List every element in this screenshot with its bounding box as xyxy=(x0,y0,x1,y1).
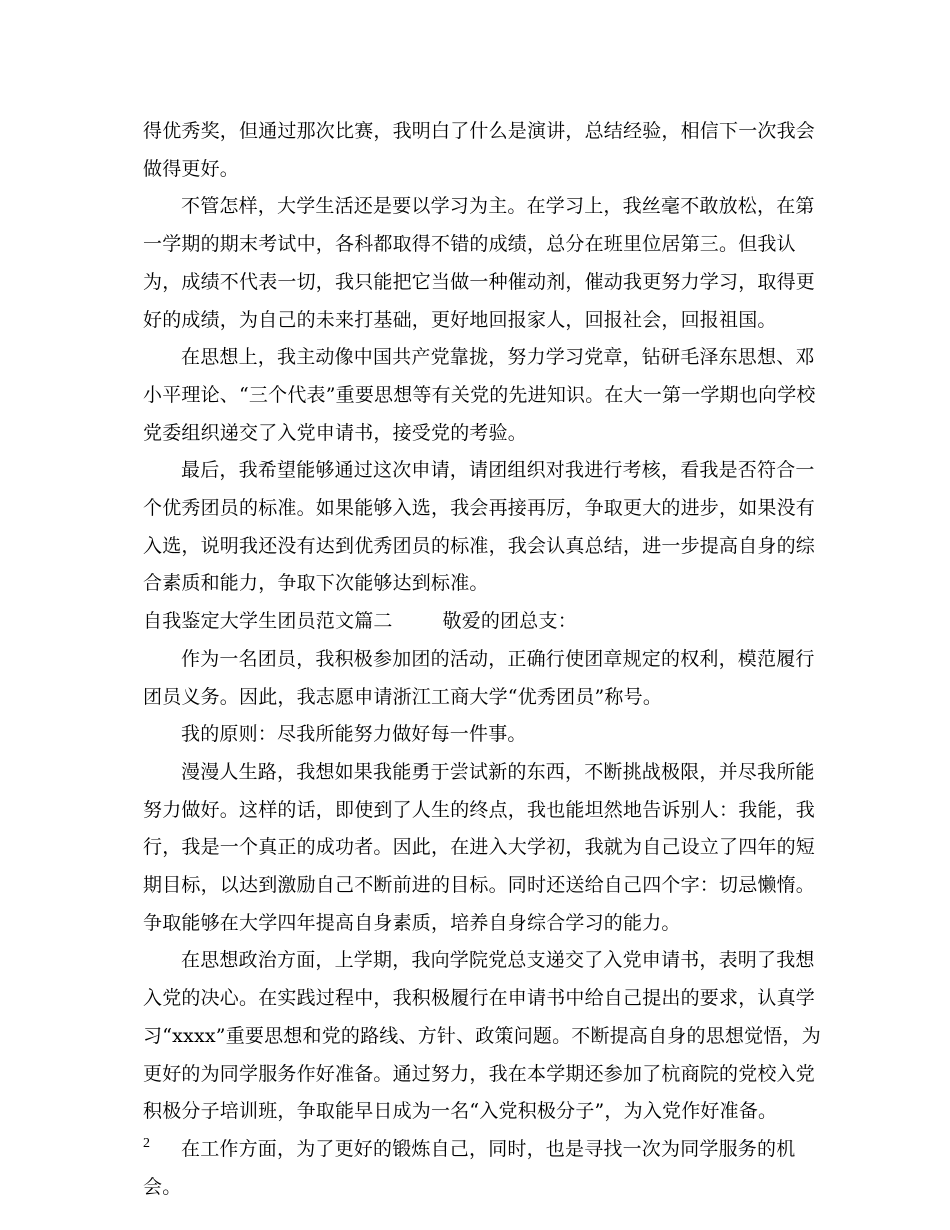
paragraph-life-goals: 漫漫人生路，我想如果我能勇于尝试新的东西，不断挑战极限，并尽我所能努力做好。这样的话，即使到了人生的终点，我也能坦然地告诉别人：我能，我行，我是一个真正的成功者。因此，在进入大学初，我就为自己设立了四年的短期目标，以达到激励自己不断前进的目标。同时还送给自己四个字：切忌懒惰。争取能够在大学四年提高自身素质，培养自身综合学习的能力。 xyxy=(143,760,816,934)
document-body xyxy=(143,113,833,1206)
paragraph-work: 在工作方面，为了更好的锻炼自己，同时，也是寻找一次为同学服务的机会。 xyxy=(143,1137,796,1198)
paragraph-conclusion: 最后，我希望能够通过这次申请，请团组织对我进行考核，看我是否符合一个优秀团员的标准。如果能够入选，我会再接再厉，争取更大的进步，如果没有入选，说明我还没有达到优秀团员的标准，我会认真总结，进一步提高自身的综合素质和能力，争取下次能够达到标准。 xyxy=(143,459,816,595)
section-heading-sample-two: 自我鉴定大学生团员范文篇二 敬爱的团总支： xyxy=(143,610,577,633)
paragraph-principle: 我的原则：尽我所能努力做好每一件事。 xyxy=(181,723,527,746)
page-number: 2 xyxy=(143,1136,150,1151)
paragraph-political: 在思想政治方面，上学期，我向学院党总支递交了入党申请书，表明了我想入党的决心。在实践过程中，我积极履行在申请书中给自己提出的要求，认真学习“xxxx”重要思想和党的路线、方针、政策问题。不断提高自身的思想觉悟，为更好的为同学服务作好准备。通过努力，我在本学期还参加了杭商院的党校入党积极分子培训班，争取能早日成为一名“入党积极分子”，为入党作好准备。 xyxy=(143,949,821,1123)
paragraph-application: 作为一名团员，我积极参加团的活动，正确行使团章规定的权利，模范履行团员义务。因此，我志愿申请浙江工商大学“优秀团员”称号。 xyxy=(143,647,815,708)
paragraph-ideology: 在思想上，我主动像中国共产党靠拢，努力学习党章，钻研毛泽东思想、邓小平理论、“三个代表”重要思想等有关党的先进知识。在大一第一学期也向学校党委组织递交了入党申请书，接受党的考验。 xyxy=(143,346,816,444)
paragraph-continuation: 得优秀奖，但通过那次比赛，我明白了什么是演讲，总结经验，相信下一次我会做得更好。 xyxy=(143,120,816,180)
paragraph-study: 不管怎样，大学生活还是要以学习为主。在学习上，我丝毫不敢放松，在第一学期的期末考试中，各科都取得不错的成绩，总分在班里位居第三。但我认为，成绩不代表一切，我只能把它当做一种催动剂，催动我更努力学习，取得更好的成绩，为自己的未来打基础，更好地回报家人，回报社会，回报祖国。 xyxy=(143,195,816,331)
